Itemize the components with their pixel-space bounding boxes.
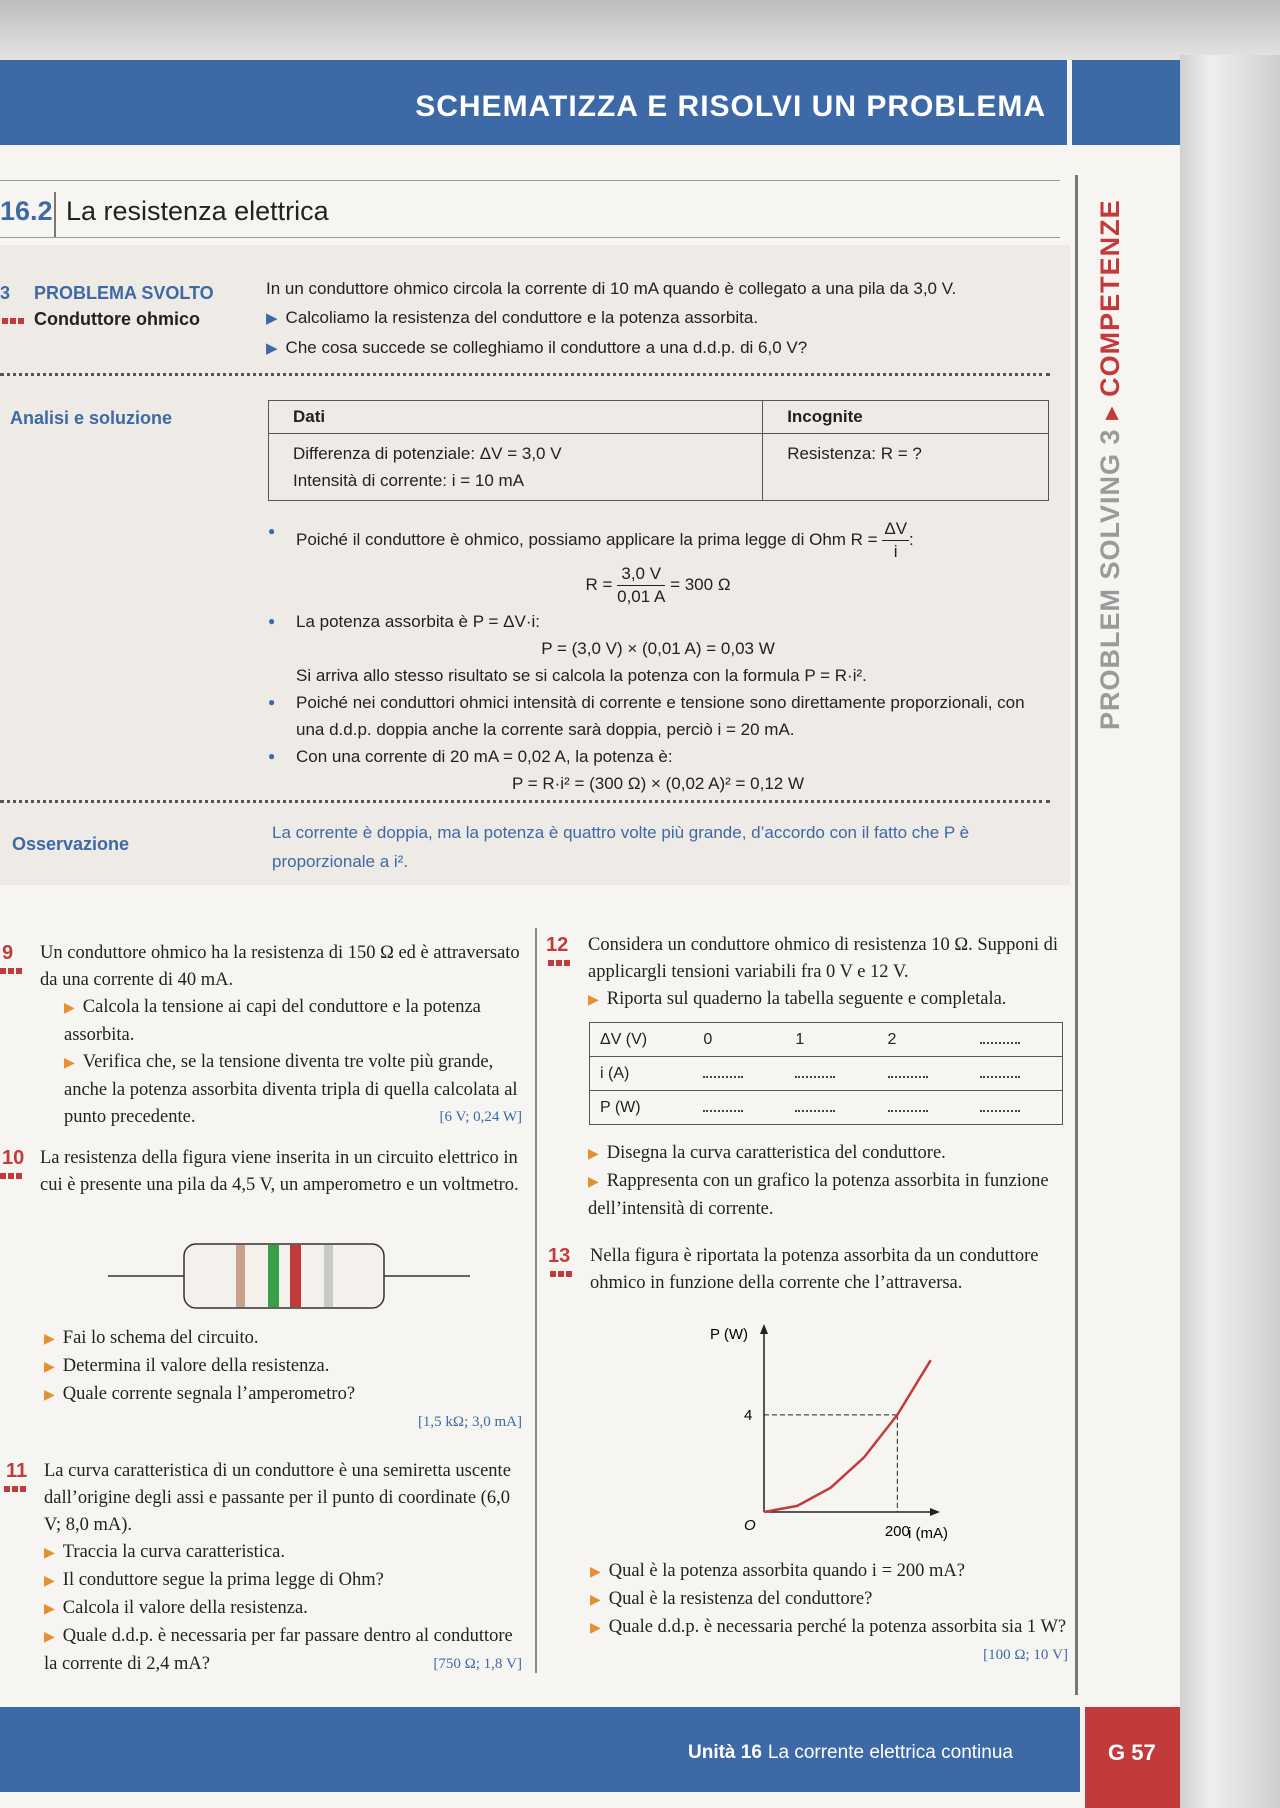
table-row [590, 1057, 1063, 1091]
dati-cell [269, 434, 763, 501]
arrow-icon: ▶ [266, 340, 278, 357]
difficulty-squares-icon [550, 1271, 574, 1277]
problem-task-1 [266, 303, 956, 333]
fraction-numerator: ΔV [882, 518, 909, 541]
table-cell-blank [693, 1091, 785, 1125]
exercise-question [44, 1595, 522, 1623]
difficulty-squares-icon [548, 960, 572, 966]
exercise-10-questions [40, 1325, 522, 1436]
row-label: P (W) [590, 1091, 694, 1125]
origin-label: O [744, 1517, 756, 1534]
exercise-answer: [100 Ω; 10 V] [983, 1647, 1068, 1663]
row-label: i (A) [590, 1057, 694, 1091]
side-label [1095, 199, 1126, 730]
exercise-question [40, 1325, 522, 1353]
arrow-icon: ▶ [588, 1147, 599, 1162]
arrow-icon: ▶ [44, 1360, 55, 1375]
exercise-question [44, 1539, 522, 1567]
page-fold-edge [1180, 55, 1280, 1808]
incognite-resistance: Resistenza: R = ? [787, 444, 922, 463]
solved-problem-subtitle: Conduttore ohmico [34, 309, 200, 329]
exercise-question [588, 1168, 1068, 1223]
arrow-icon: ▶ [64, 1056, 75, 1071]
exercise-text: Considera un conduttore ohmico di resistenza 10 Ω. Supponi di applicargli tensioni variabili fra 0 V e 12 V. [588, 935, 1059, 982]
incognite-cell [763, 434, 1049, 501]
side-arrow-icon: ▸ [1095, 405, 1125, 420]
equation-3: P = R·i² = (300 Ω) × (0,02 A)² = 0,12 W [511, 774, 805, 793]
resistor-figure [108, 1238, 470, 1314]
equation-1 [268, 563, 1048, 608]
exercise-12 [546, 932, 1068, 1014]
step-1-text: Poiché il conduttore è ohmico, possiamo applicare la prima legge di Ohm R = [296, 529, 878, 549]
table-cell-blank [970, 1023, 1063, 1057]
arrow-icon: ▶ [44, 1546, 55, 1561]
question-text: Quale d.d.p. è necessaria per far passare dentro al conduttore la corrente di 2,4 mA? [44, 1626, 513, 1674]
exercise-answer: [750 Ω; 1,8 V] [433, 1656, 522, 1672]
question-text: Calcola il valore della resistenza. [62, 1598, 308, 1618]
problem-task-2 [266, 333, 956, 363]
difficulty-squares-icon [0, 1173, 24, 1179]
margin-rule [1075, 175, 1078, 1695]
x-axis-label: i (mA) [908, 1525, 948, 1542]
table-cell-blank [878, 1057, 970, 1091]
exercise-question [590, 1558, 1068, 1586]
question-text: Il conduttore segue la prima legge di Ohm? [62, 1570, 384, 1590]
arrow-icon: ▶ [266, 310, 278, 327]
exercise-12-table [589, 1022, 1063, 1125]
question-text: Verifica che, se la tensione diventa tre volte più grande, anche la potenza assorbita diventa tripla di quella calcolata al punto precedente. [64, 1052, 518, 1127]
difficulty-squares-icon [4, 1486, 28, 1492]
y-axis-label: P (W) [710, 1326, 749, 1343]
exercise-10 [2, 1145, 522, 1199]
exercise-13 [548, 1243, 1068, 1297]
exercise-question [588, 1140, 1068, 1168]
analysis-label: Analisi e soluzione [10, 408, 173, 428]
resistor-band-green [268, 1245, 279, 1307]
solution-step-3: ● Poiché nei conduttori ohmici intensità di corrente e tensione sono direttamente proporzionali, con una d.d.p. doppia anche la corrente sarà doppia, perciò i = 20 mA. [268, 689, 1048, 743]
exercise-text: Un conduttore ohmico ha la resistenza di 150 Ω ed è attraversato da una corrente di 40 mA. [40, 943, 520, 990]
problem-intro: In un conduttore ohmico circola la corrente di 10 mA quando è collegato a una pila da 3,0 V. [266, 279, 957, 298]
question-text: Qual è la potenza assorbita quando i = 200 mA? [608, 1561, 965, 1581]
arrow-icon: ▶ [44, 1602, 55, 1617]
step-1-end: : [909, 529, 914, 549]
exercise-question [40, 1049, 522, 1131]
dotted-divider [0, 800, 1050, 803]
table-row [590, 1023, 1063, 1057]
section-rule-bottom [0, 237, 1060, 238]
arrow-icon: ▶ [590, 1593, 601, 1608]
table-cell-blank [785, 1057, 877, 1091]
dati-voltage: Differenza di potenziale: ΔV = 3,0 V [293, 444, 562, 463]
x-axis-arrow-icon [930, 1508, 940, 1516]
page-edge-shadow [0, 0, 1280, 60]
dati-current: Intensità di corrente: i = 10 mA [293, 471, 525, 490]
exercise-number: 13 [548, 1245, 571, 1267]
y-axis-arrow-icon [760, 1324, 768, 1334]
solution-step-2: ● La potenza assorbita è P = ΔV·i: [268, 608, 1048, 635]
column-rule [535, 928, 537, 1673]
resistor-body [184, 1244, 384, 1308]
question-text: Disegna la curva caratteristica del conduttore. [606, 1143, 946, 1163]
incognite-header: Incognite [763, 401, 1049, 434]
section-rule-top [0, 180, 1060, 181]
arrow-icon: ▶ [590, 1565, 601, 1580]
equation-2: P = (3,0 V) × (0,01 A) = 0,03 W [541, 639, 775, 658]
exercise-question [44, 1567, 522, 1595]
observation-label: Osservazione [12, 834, 130, 854]
table-cell: 2 [878, 1023, 970, 1057]
exercise-13-questions [590, 1558, 1068, 1669]
exercise-11 [6, 1458, 522, 1678]
exercise-9 [2, 940, 522, 1131]
exercise-question [40, 1381, 522, 1409]
section-number: 16.2 [0, 196, 53, 226]
row-label: ΔV (V) [590, 1023, 694, 1057]
solution-step-4: ● Con una corrente di 20 mA = 0,02 A, la potenza è: [268, 743, 1048, 770]
dati-header: Dati [269, 401, 763, 434]
solved-problem-label: PROBLEMA SVOLTO [34, 283, 214, 303]
arrow-icon: ▶ [44, 1332, 55, 1347]
arrow-icon: ▶ [44, 1630, 55, 1645]
question-text: Traccia la curva caratteristica. [62, 1542, 285, 1562]
side-competenze: COMPETENZE [1095, 199, 1125, 397]
data-table [268, 400, 1049, 501]
exercise-question [590, 1586, 1068, 1614]
arrow-icon: ▶ [588, 1175, 599, 1190]
eq-1-denominator: 0,01 A [617, 587, 666, 606]
header-title: SCHEMATIZZA E RISOLVI UN PROBLEMA [415, 90, 1046, 123]
resistor-band-brown [236, 1245, 245, 1307]
solved-problem-number: 3 [0, 283, 11, 303]
ohm-fraction [882, 518, 909, 563]
question-text: Rappresenta con un grafico la potenza assorbita in funzione dell’intensità di corrente. [588, 1171, 1049, 1219]
solution [268, 518, 1048, 797]
difficulty-squares-icon [0, 968, 24, 974]
observation-text: La corrente è doppia, ma la potenza è quattro volte più grande, d’accordo con il fatto che P è proporzionale a i². [272, 823, 970, 871]
eq-1-numerator: 3,0 V [617, 563, 665, 586]
y-tick-label: 4 [744, 1406, 753, 1424]
footer-unit-title: La corrente elettrica continua [767, 1742, 1013, 1763]
exercise-number: 9 [2, 942, 14, 964]
table-cell-blank [785, 1091, 877, 1125]
arrow-icon: ▶ [44, 1574, 55, 1589]
solution-step-1 [268, 518, 1048, 563]
question-text: Determina il valore della resistenza. [62, 1356, 330, 1376]
x-tick-label: 200 [884, 1523, 910, 1540]
arrow-icon: ▶ [44, 1388, 55, 1403]
exercise-number: 11 [6, 1460, 28, 1482]
arrow-icon: ▶ [588, 993, 599, 1008]
difficulty-squares-icon [2, 318, 26, 324]
footer-unit [688, 1742, 1013, 1764]
table-cell: 0 [693, 1023, 785, 1057]
table-cell-blank [693, 1057, 785, 1091]
footer-unit-number: Unità 16 [688, 1742, 762, 1763]
side-problem-solving: PROBLEM SOLVING 3 [1095, 428, 1125, 730]
table-cell: 1 [785, 1023, 877, 1057]
exercise-number: 12 [546, 934, 569, 956]
exercise-answer: [1,5 kΩ; 3,0 mA] [417, 1414, 522, 1430]
exercise-question [588, 986, 1068, 1014]
problem-statement [266, 274, 956, 363]
question-text: Quale corrente segnala l’amperometro? [62, 1384, 356, 1404]
question-text: Riporta sul quaderno la tabella seguente e completala. [606, 989, 1007, 1009]
table-cell-blank [970, 1091, 1063, 1125]
exercise-question [40, 1353, 522, 1381]
exercise-question [40, 994, 522, 1049]
exercise-text: Nella figura è riportata la potenza assorbita da un conduttore ohmico in funzione della corrente che l’attraversa. [590, 1246, 1039, 1293]
resistor-band-red [290, 1245, 301, 1307]
task-1-text: Calcoliamo la resistenza del conduttore e la potenza assorbita. [285, 308, 759, 327]
fraction-denominator: i [893, 542, 898, 561]
arrow-icon: ▶ [590, 1621, 601, 1636]
arrow-icon: ▶ [64, 1001, 75, 1016]
eq-1-fraction [617, 563, 665, 608]
exercise-12-questions [588, 1140, 1068, 1223]
section-separator [54, 192, 56, 238]
task-2-text: Che cosa succede se colleghiamo il conduttore a una d.d.p. di 6,0 V? [285, 338, 808, 357]
eq-1-left: R = [585, 574, 613, 594]
table-cell-blank [878, 1091, 970, 1125]
table-row [590, 1091, 1063, 1125]
table-cell-blank [970, 1057, 1063, 1091]
exercise-question [590, 1614, 1068, 1663]
question-text: Quale d.d.p. è necessaria perché la potenza assorbita sia 1 W? [608, 1617, 1067, 1637]
section-title: La resistenza elettrica [66, 196, 329, 226]
step-2-note: Si arriva allo stesso risultato se si calcola la potenza con la formula P = R·i². [296, 666, 867, 685]
dotted-divider [0, 373, 1050, 376]
question-text: Qual è la resistenza del conduttore? [608, 1589, 873, 1609]
power-curve [764, 1360, 931, 1512]
question-text: Fai lo schema del circuito. [62, 1328, 259, 1348]
power-current-chart [700, 1322, 960, 1542]
header-band-tab [1072, 60, 1180, 145]
exercise-question [44, 1623, 522, 1678]
exercise-text: La curva caratteristica di un conduttore è una semiretta uscente dall’origine degli assi e passante per il punto di coordinate (6,0 V; 8,0 mA). [44, 1461, 511, 1535]
question-text: Calcola la tensione ai capi del conduttore e la potenza assorbita. [64, 997, 481, 1045]
page-number: G 57 [1108, 1740, 1156, 1765]
exercise-answer: [6 V; 0,24 W] [439, 1109, 522, 1125]
eq-1-right: = 300 Ω [670, 574, 731, 594]
exercise-number: 10 [2, 1147, 25, 1169]
exercise-text: La resistenza della figura viene inserita in un circuito elettrico in cui è presente una pila da 4,5 V, un amperometro e un voltmetro. [40, 1148, 519, 1195]
resistor-band-silver [324, 1245, 333, 1307]
